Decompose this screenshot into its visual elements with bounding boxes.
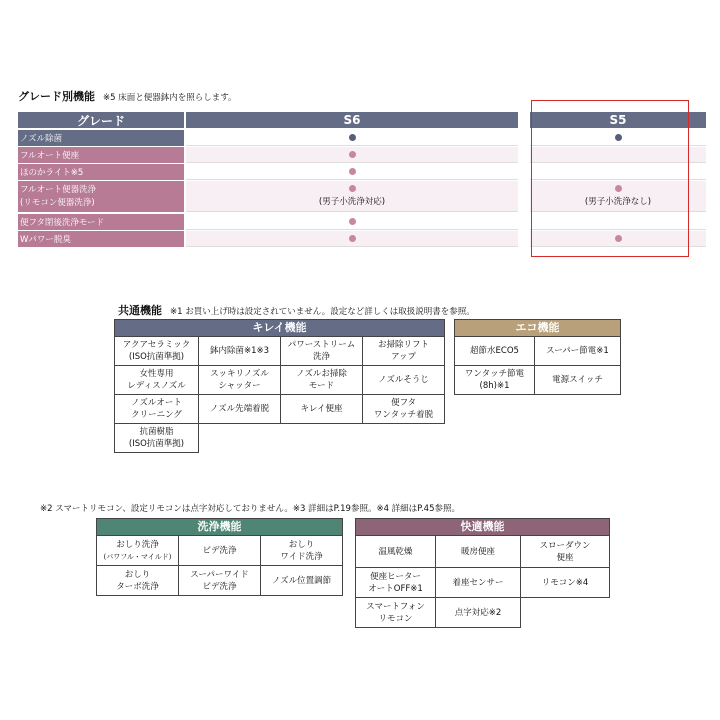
feature-cell: リモコン※4: [521, 568, 610, 598]
feature-cell: 暖房便座: [436, 536, 521, 568]
remote-note: ※2 スマートリモコン、設定リモコンは点字対応しておりません。※3 詳細はP.19参照。※4 詳細はP.45参照。: [40, 504, 460, 514]
feature-cell: 超節水ECO5: [455, 337, 535, 366]
feature-cell: 抗菌樹脂 (ISO抗菌準拠): [115, 424, 199, 453]
feature-cell: 温風乾燥: [356, 536, 436, 568]
wash-header: 洗浄機能: [97, 519, 343, 536]
grade-row-label: Wパワー脱臭: [18, 231, 184, 247]
grade-s6-note: (男子小洗浄対応): [318, 197, 386, 207]
grade-note: ※5 床面と便器鉢内を照らします。: [103, 93, 237, 103]
feature-cell: ノズルお掃除 モード: [281, 366, 363, 395]
feature-cell: ノズル位置調節: [261, 566, 343, 596]
s5-highlight-box: [531, 100, 689, 257]
feature-cell: パワーストリーム 洗浄: [281, 337, 363, 366]
grade-s6-cell: [186, 130, 518, 146]
feature-dot-icon: [349, 168, 356, 175]
feature-cell: 便フタ ワンタッチ着脱: [363, 395, 445, 424]
grade-title: グレード別機能: [18, 90, 95, 103]
feature-cell: 点字対応※2: [436, 598, 521, 628]
grade-s6-cell: [186, 164, 518, 180]
feature-dot-icon: [349, 218, 356, 225]
feature-dot-icon: [349, 134, 356, 141]
comfort-table: [355, 518, 610, 628]
feature-cell: おしり洗浄 (パワフル・マイルド): [97, 536, 179, 566]
grade-row-label: フルオート便座: [18, 147, 184, 163]
feature-cell: スローダウン 便座: [521, 536, 610, 568]
kirei-header: キレイ機能: [115, 320, 445, 337]
common-section-title: [118, 302, 475, 318]
feature-cell: スーパー節電※1: [535, 337, 621, 366]
feature-cell: ノズルそうじ: [363, 366, 445, 395]
eco-table: [454, 319, 621, 395]
feature-cell: 着座センサー: [436, 568, 521, 598]
grade-header-label: グレード: [18, 112, 184, 128]
feature-cell: 便座ヒーター オートOFF※1: [356, 568, 436, 598]
feature-cell: ワンタッチ節電 (8h)※1: [455, 366, 535, 395]
feature-cell: おしり ターボ洗浄: [97, 566, 179, 596]
feature-cell: ノズルオート クリーニング: [115, 395, 199, 424]
feature-cell: ビデ洗浄: [179, 536, 261, 566]
feature-dot-icon: [349, 185, 356, 192]
feature-cell: スマートフォン リモコン: [356, 598, 436, 628]
feature-cell: 電源スイッチ: [535, 366, 621, 395]
grade-row-label-line1: フルオート便器洗浄: [20, 184, 97, 195]
grade-row-label: ノズル除菌: [18, 130, 184, 146]
feature-dot-icon: [349, 235, 356, 242]
feature-cell: アクアセラミック (ISO抗菌準拠): [115, 337, 199, 366]
grade-s6-cell: [186, 231, 518, 247]
feature-cell: キレイ便座: [281, 395, 363, 424]
feature-cell: スッキリノズル シャッター: [199, 366, 281, 395]
grade-header-s6: S6: [186, 112, 518, 128]
feature-cell: ノズル先端着脱: [199, 395, 281, 424]
eco-header: エコ機能: [455, 320, 621, 337]
grade-s6-cell: [186, 147, 518, 163]
common-title: 共通機能: [118, 304, 162, 317]
feature-cell: おしり ワイド洗浄: [261, 536, 343, 566]
grade-s6-cell: [186, 181, 518, 212]
kirei-table: [114, 319, 445, 453]
grade-header-s5: S5: [530, 112, 706, 128]
common-note: ※1 お買い上げ時は設定されていません。設定など詳しくは取扱説明書を参照。: [170, 307, 475, 317]
grade-row-label-line2: (リモコン便器洗浄): [20, 197, 95, 208]
feature-cell: 女性専用 レディスノズル: [115, 366, 199, 395]
grade-row-label: 便フタ閉後洗浄モード: [18, 214, 184, 230]
wash-table: [96, 518, 343, 596]
feature-dot-icon: [349, 151, 356, 158]
grade-row-label: ほのかライト※5: [18, 164, 184, 180]
grade-row-label: [18, 181, 184, 212]
comfort-header: 快適機能: [356, 519, 610, 536]
grade-s5-note: (男子小洗浄なし): [584, 197, 652, 207]
feature-cell: お掃除リフト アップ: [363, 337, 445, 366]
grade-section-title: [18, 88, 237, 104]
feature-cell: 鉢内除菌※1※3: [199, 337, 281, 366]
grade-s6-cell: [186, 214, 518, 230]
feature-cell: スーパーワイド ビデ洗浄: [179, 566, 261, 596]
